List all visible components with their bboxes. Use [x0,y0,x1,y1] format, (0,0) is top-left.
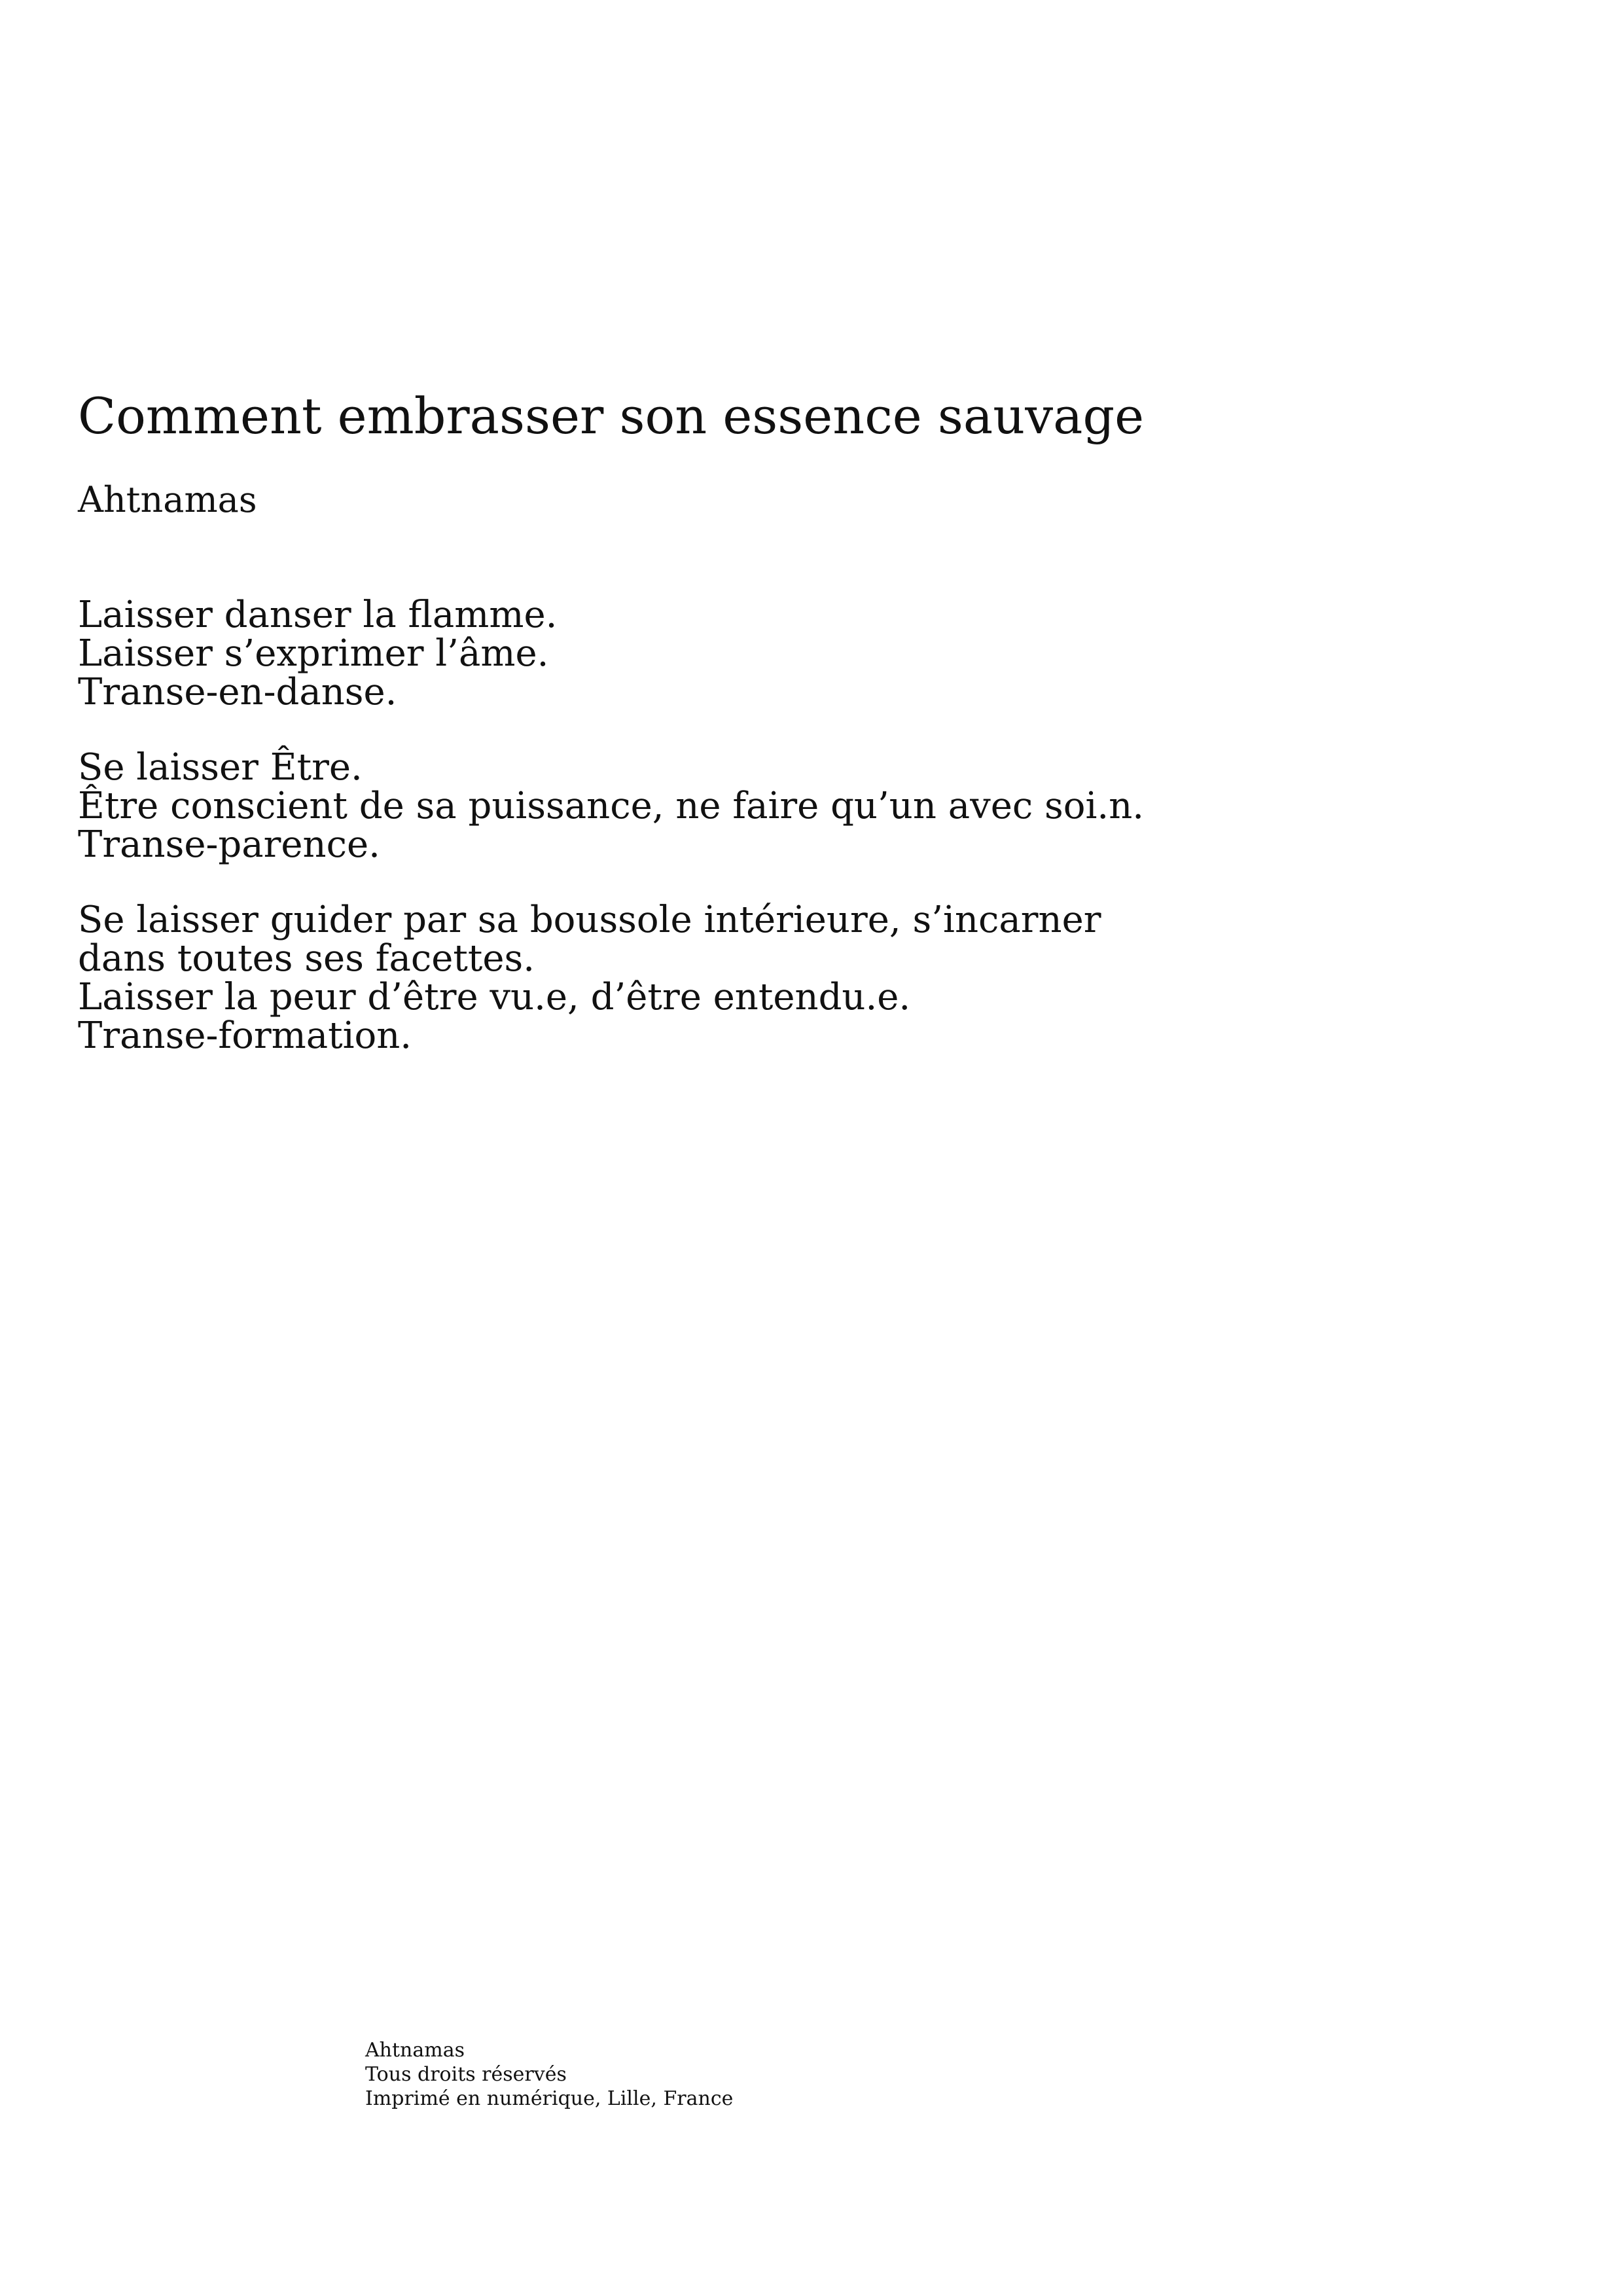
colophon-rights: Tous droits réservés [365,2063,567,2086]
verse-line: Transe-formation. [78,1014,412,1057]
stanza-1 [78,596,1452,711]
verse-line: dans toutes ses facettes. [78,937,535,980]
colophon-printing: Imprimé en numérique, Lille, France [365,2087,734,2110]
stanza-2 [78,748,1452,864]
verse-line: Laisser danser la flamme. [78,594,558,636]
colophon-author: Ahtnamas [365,2039,465,2062]
poem-body [78,596,1452,1092]
stanza-3 [78,901,1452,1055]
colophon [365,2038,733,2111]
verse-line: Être conscient de sa puissance, ne faire qu’un avec soi.n. [78,785,1145,827]
verse-line: Laisser s’exprimer l’âme. [78,632,549,675]
verse-line: Se laisser guider par sa boussole intérieure, s’incarner [78,899,1101,941]
document-title: Comment embrasser son essence sauvage [78,387,1145,445]
document-author: Ahtnamas [78,479,257,520]
verse-line: Transe-en-danse. [78,671,397,713]
verse-line: Laisser la peur d’être vu.e, d’être entendu.e. [78,976,911,1018]
verse-line: Transe-parence. [78,823,380,866]
verse-line: Se laisser Être. [78,746,363,789]
